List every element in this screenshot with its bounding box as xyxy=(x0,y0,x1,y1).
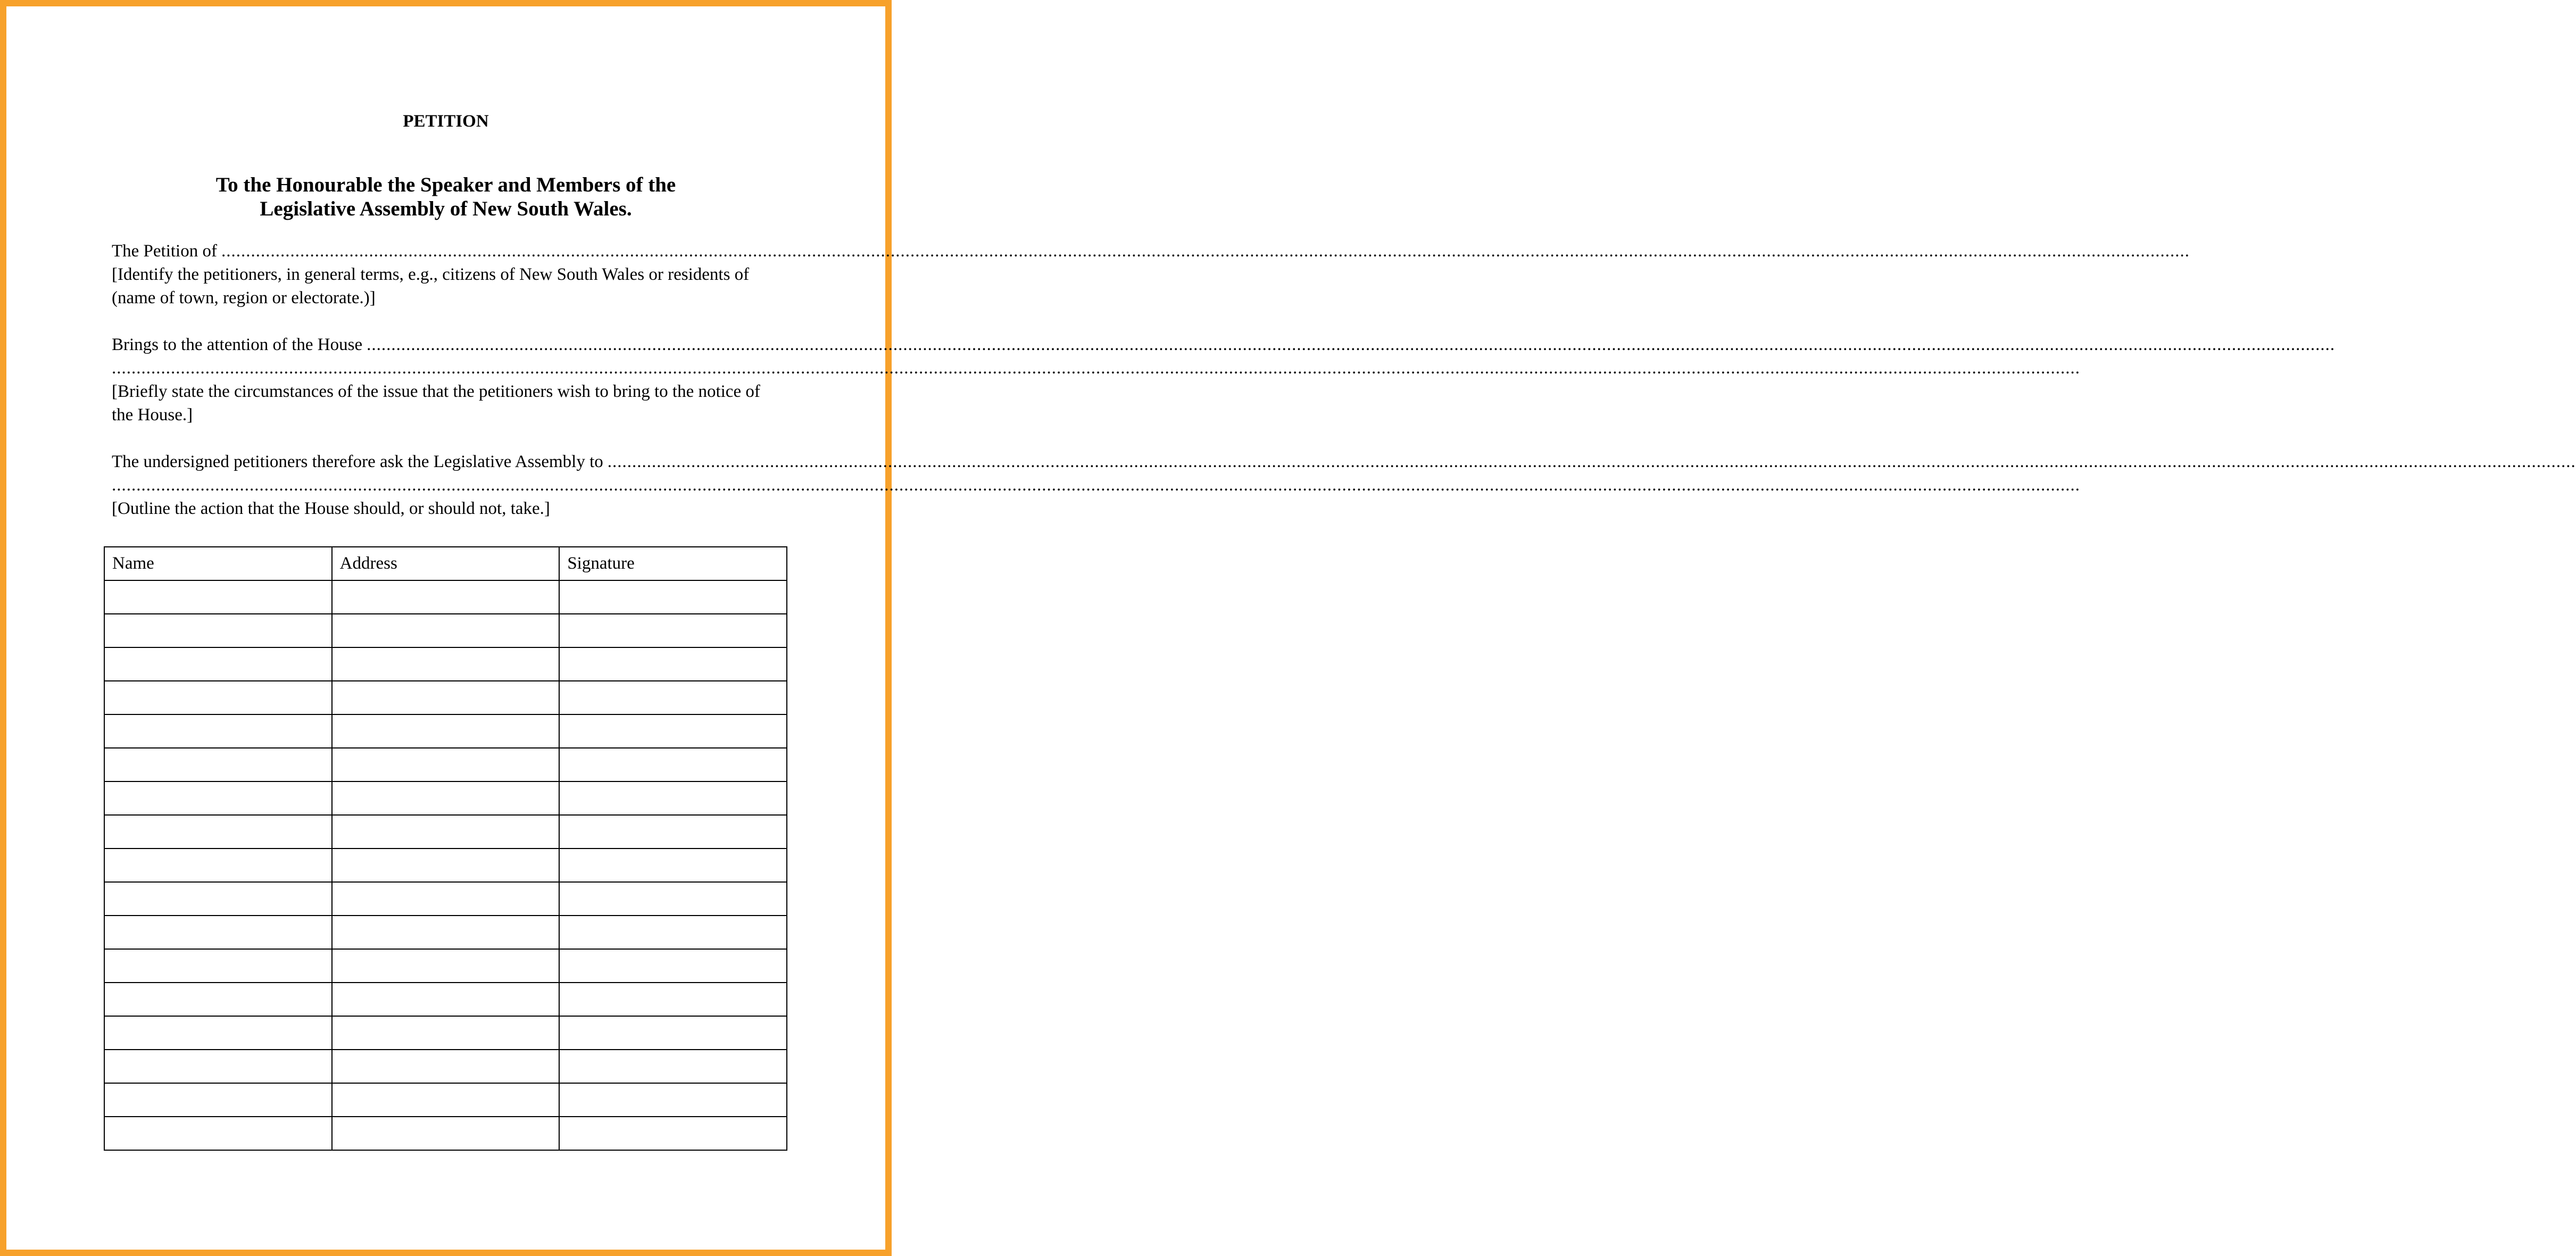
table-row xyxy=(104,882,787,916)
table-row xyxy=(104,983,787,1016)
name-cell[interactable] xyxy=(104,614,332,647)
signature-cell[interactable] xyxy=(559,815,787,849)
name-cell[interactable] xyxy=(104,781,332,815)
petition-of-section xyxy=(112,239,2190,310)
name-cell[interactable] xyxy=(104,681,332,714)
signature-cell[interactable] xyxy=(559,714,787,748)
table-row xyxy=(104,949,787,983)
addressee-line-2: Legislative Assembly of New South Wales. xyxy=(260,197,632,220)
address-cell[interactable] xyxy=(332,580,560,614)
address-cell[interactable] xyxy=(332,781,560,815)
request-label: The undersigned petitioners therefore ask the Legislative Assembly to xyxy=(112,452,603,471)
table-row xyxy=(104,748,787,781)
signature-cell[interactable] xyxy=(559,949,787,983)
document-title: PETITION xyxy=(403,112,489,131)
signature-table xyxy=(104,546,787,1151)
name-cell[interactable] xyxy=(104,916,332,949)
attention-label: Brings to the attention of the House xyxy=(112,335,363,354)
petition-of-fill-line[interactable] xyxy=(112,239,2190,263)
addressee-line-1: To the Honourable the Speaker and Members of the xyxy=(215,173,676,196)
signature-cell[interactable] xyxy=(559,882,787,916)
dotted-fill-line: ................................................................................................................................................................................................................................................................................................................................................................................................................ xyxy=(112,359,2080,378)
address-cell[interactable] xyxy=(332,681,560,714)
dotted-fill-line: ................................................................................................................................................................................................................................................................................................................................................................................................................ xyxy=(607,452,2576,471)
signature-cell[interactable] xyxy=(559,681,787,714)
signature-cell[interactable] xyxy=(559,580,787,614)
table-row xyxy=(104,815,787,849)
address-cell[interactable] xyxy=(332,647,560,681)
address-cell[interactable] xyxy=(332,1117,560,1150)
address-cell[interactable] xyxy=(332,748,560,781)
attention-section xyxy=(112,333,2336,427)
address-cell[interactable] xyxy=(332,882,560,916)
request-instruction: [Outline the action that the House should, or should not, take.] xyxy=(112,499,550,518)
signature-cell[interactable] xyxy=(559,849,787,882)
petition-of-instruction: [Identify the petitioners, in general terms, e.g., citizens of New South Wales or residents of (name of town, region or electorate.)] xyxy=(112,265,750,307)
attention-fill-line[interactable] xyxy=(112,333,2336,356)
name-cell[interactable] xyxy=(104,815,332,849)
attention-fill-line-2[interactable] xyxy=(112,356,2080,380)
name-cell[interactable] xyxy=(104,1083,332,1117)
table-row xyxy=(104,849,787,882)
table-row xyxy=(104,614,787,647)
name-cell[interactable] xyxy=(104,714,332,748)
signature-cell[interactable] xyxy=(559,748,787,781)
signature-cell[interactable] xyxy=(559,1050,787,1083)
signature-cell[interactable] xyxy=(559,1117,787,1150)
address-cell[interactable] xyxy=(332,1050,560,1083)
column-header-address: Address xyxy=(332,547,560,580)
signature-cell[interactable] xyxy=(559,1016,787,1050)
table-row xyxy=(104,681,787,714)
signature-cell[interactable] xyxy=(559,614,787,647)
name-cell[interactable] xyxy=(104,983,332,1016)
table-row xyxy=(104,580,787,614)
name-cell[interactable] xyxy=(104,1117,332,1150)
request-section xyxy=(112,450,2576,520)
table-row xyxy=(104,916,787,949)
address-cell[interactable] xyxy=(332,849,560,882)
name-cell[interactable] xyxy=(104,949,332,983)
name-cell[interactable] xyxy=(104,1016,332,1050)
dotted-fill-line: ................................................................................................................................................................................................................................................................................................................................................................................................................ xyxy=(221,242,2190,261)
address-cell[interactable] xyxy=(332,983,560,1016)
address-cell[interactable] xyxy=(332,1083,560,1117)
table-row xyxy=(104,1117,787,1150)
address-cell[interactable] xyxy=(332,1016,560,1050)
dotted-fill-line: ................................................................................................................................................................................................................................................................................................................................................................................................................ xyxy=(112,476,2080,495)
table-row xyxy=(104,781,787,815)
signature-cell[interactable] xyxy=(559,781,787,815)
table-row xyxy=(104,1050,787,1083)
table-row xyxy=(104,647,787,681)
table-row xyxy=(104,714,787,748)
name-cell[interactable] xyxy=(104,748,332,781)
name-cell[interactable] xyxy=(104,647,332,681)
address-cell[interactable] xyxy=(332,916,560,949)
name-cell[interactable] xyxy=(104,1050,332,1083)
petition-of-label: The Petition of xyxy=(112,242,217,261)
dotted-fill-line: ................................................................................................................................................................................................................................................................................................................................................................................................................ xyxy=(367,335,2336,354)
addressee-heading xyxy=(0,173,892,221)
request-fill-line-2[interactable] xyxy=(112,473,2080,497)
name-cell[interactable] xyxy=(104,849,332,882)
signature-cell[interactable] xyxy=(559,983,787,1016)
signature-cell[interactable] xyxy=(559,916,787,949)
signature-cell[interactable] xyxy=(559,647,787,681)
address-cell[interactable] xyxy=(332,815,560,849)
address-cell[interactable] xyxy=(332,949,560,983)
column-header-name: Name xyxy=(104,547,332,580)
column-header-signature: Signature xyxy=(559,547,787,580)
name-cell[interactable] xyxy=(104,882,332,916)
address-cell[interactable] xyxy=(332,714,560,748)
name-cell[interactable] xyxy=(104,580,332,614)
address-cell[interactable] xyxy=(332,614,560,647)
signature-table-header xyxy=(104,547,787,580)
table-row xyxy=(104,1083,787,1117)
signature-cell[interactable] xyxy=(559,1083,787,1117)
request-fill-line[interactable] xyxy=(112,450,2576,473)
table-row xyxy=(104,1016,787,1050)
attention-instruction: [Briefly state the circumstances of the issue that the petitioners wish to bring to the notice of the House.] xyxy=(112,382,760,425)
signature-table-body xyxy=(104,580,787,1150)
